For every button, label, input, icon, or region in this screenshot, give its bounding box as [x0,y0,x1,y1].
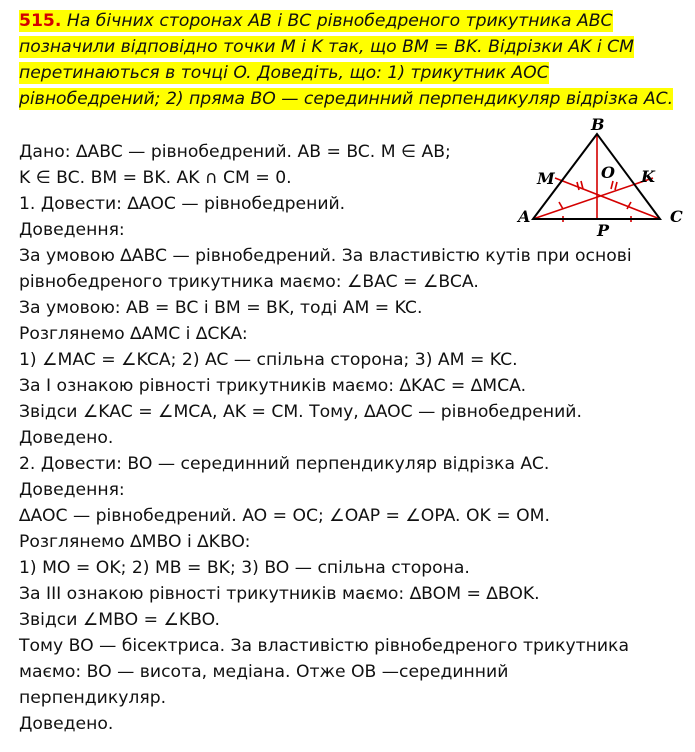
solution-line: За III ознакою рівності трикутників маємо: ∆BOM = ∆BOK. [19,584,540,604]
solution-body [19,139,691,737]
task-statement [19,8,691,112]
solution-line: За умовою ∆ABC — рівнобедрений. За властивістю кутів при основі [19,246,632,266]
solution-line: Тому BO — бісектриса. За властивістю рівнобедреного трикутника [19,636,629,656]
solution-line: Доведення: [19,220,125,240]
solution-line: За I ознакою рівності трикутників маємо: ∆KAC = ∆MCA. [19,376,527,396]
solution-line: ∆AOC — рівнобедрений. AO = OC; ∠OAP = ∠OPA. OK = OM. [19,506,550,526]
solution-line: перпендикуляр. [19,688,167,708]
label-b: B [591,116,605,134]
solution-line: Доведено. [19,714,114,734]
given-line-1: Дано: ∆ABC — рівнобедрений. AB = BC. M ∈ AB; [19,142,451,162]
task-text: На бічних сторонах AB і BC рівнобедреного трикутника ABC позначили відповідно точки M і K так, що BM = BK. Відрізки AK і CM перетинаються в точці O. Доведіть, що: 1) трикутник AOC рівнобедрений; 2) пряма BO — серединний перпендикуляр відрізка AC. [19,11,674,109]
label-c: C [670,207,683,226]
label-m: M [537,169,555,188]
label-o: O [601,163,615,182]
solution-line: 2. Довести: BO — серединний перпендикуляр відрізка AC. [19,454,550,474]
solution-line: Звідси ∠KAC = ∠MCA, AK = CM. Тому, ∆AOC — рівнобедрений. [19,402,582,422]
task-number: 515. [19,11,62,31]
solution-line: рівнобедреного трикутника маємо: ∠BAC = ∠BCA. [19,272,479,292]
label-p: P [597,221,610,236]
solution-line: 1) ∠MAC = ∠KCA; 2) AC — спільна сторона; 3) AM = KC. [19,350,518,370]
solution-line: Розглянемо ∆AMC і ∆CKA: [19,324,248,344]
label-a: A [518,207,531,226]
solution-line: маємо: BO — висота, медіана. Отже OB —серединний [19,662,509,682]
solution-line: Доведення: [19,480,125,500]
solution-line: 1. Довести: ∆AOC — рівнобедрений. [19,194,346,214]
solution-line: За умовою: AB = BC і BM = BK, тоді AM = KC. [19,298,423,318]
label-k: K [641,167,655,186]
solution-line: Звідси ∠MBO = ∠KBO. [19,610,220,630]
solution-line: 1) MO = OK; 2) MB = BK; 3) BO — спільна сторона. [19,558,470,578]
solution-line: Розглянемо ∆MBO і ∆KBO: [19,532,251,552]
given-line-2: K ∈ BC. BM = BK. AK ∩ CM = 0. [19,168,292,188]
solution-line: Доведено. [19,428,114,448]
